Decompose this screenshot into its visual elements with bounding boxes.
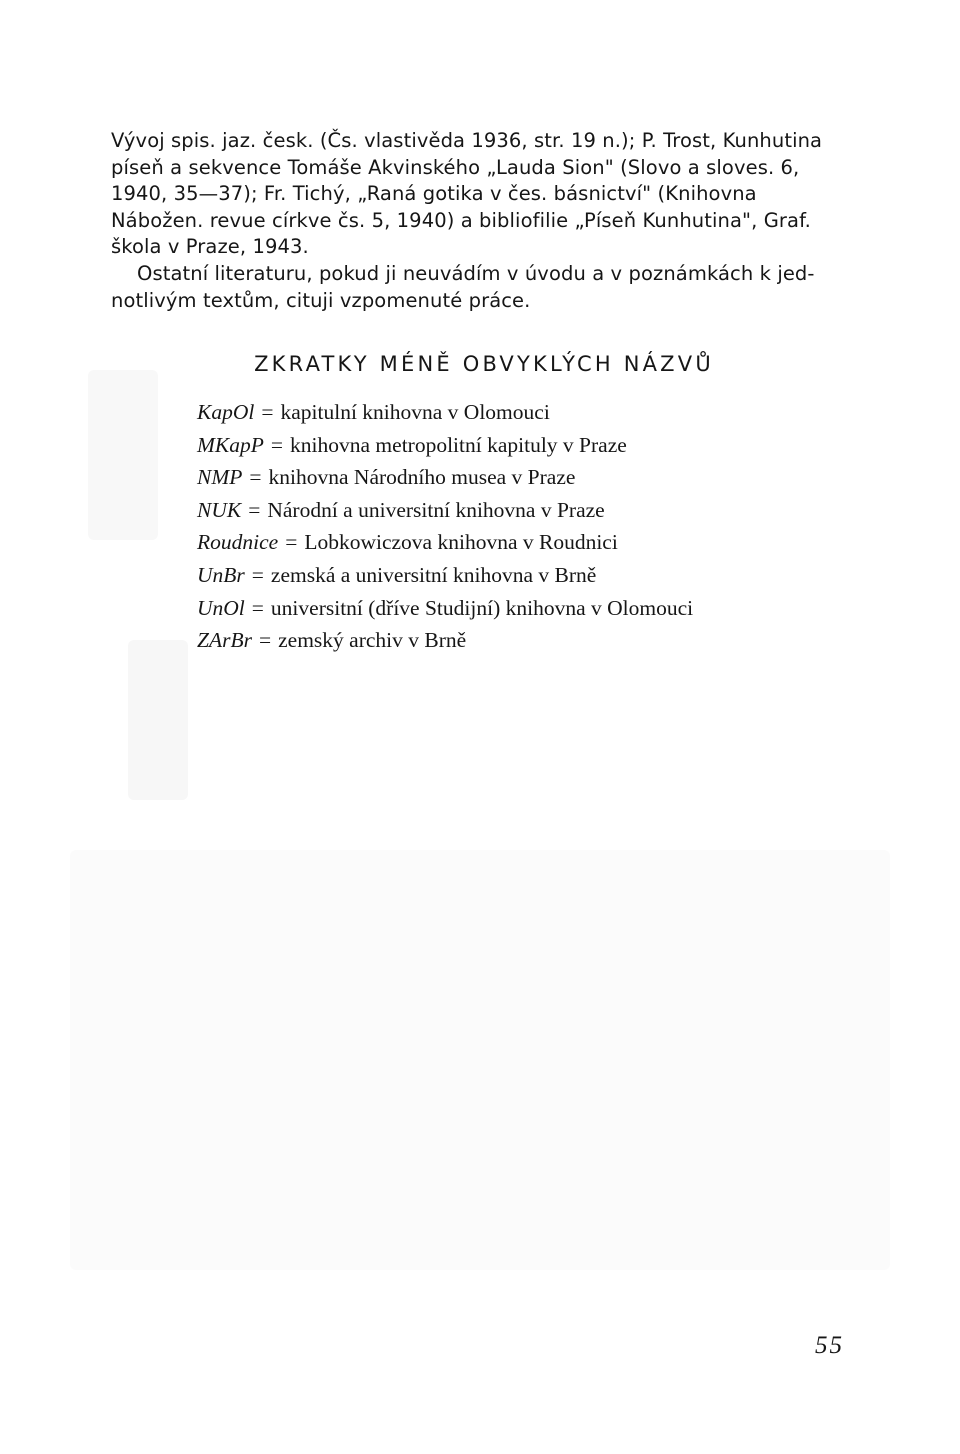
scan-shadow [70, 850, 890, 1270]
bibliography-line: 1940, 35—37); Fr. Tichý, „Raná gotika v čes. básnictví" (Knihovna [111, 182, 757, 206]
equals-sign: = [258, 628, 272, 653]
literature-note-paragraph [111, 261, 846, 314]
abbreviation-key: NUK [197, 497, 242, 522]
abbreviation-value: zemská a universitní knihovna v Brně [270, 562, 597, 587]
abbreviation-key: NMP [197, 465, 243, 490]
equals-sign: = [248, 497, 261, 522]
abbreviation-value: zemský archiv v Brně [278, 628, 467, 653]
abbreviation-value: Lobkowiczova knihovna v Roudnici [304, 530, 618, 555]
abbreviation-row [197, 396, 837, 429]
abbreviation-value: knihovna Národního musea v Praze [268, 465, 576, 490]
abbreviation-row [197, 592, 837, 625]
abbreviation-row [197, 429, 837, 462]
abbreviation-key: MKapP [197, 432, 264, 457]
bibliography-line: škola v Praze, 1943. [111, 235, 309, 259]
abbreviation-key: UnBr [197, 562, 245, 587]
page-number: 55 [815, 1332, 844, 1359]
equals-sign: = [270, 432, 284, 457]
abbreviation-value: kapitulní knihovna v Olomouci [280, 400, 550, 424]
equals-sign: = [285, 530, 298, 555]
abbreviation-value: knihovna metropolitní kapituly v Praze [290, 432, 627, 457]
equals-sign: = [251, 595, 264, 620]
abbreviation-value: universitní (dříve Studijní) knihovna v Olomouci [270, 595, 694, 620]
bibliography-block [111, 128, 846, 314]
abbreviation-key: KapOl [197, 400, 255, 424]
equals-sign: = [251, 562, 264, 587]
abbreviation-list [197, 396, 837, 657]
abbreviation-key: ZArBr [197, 628, 252, 653]
literature-note-line: notlivým textům, cituji vzpomenuté práce. [111, 288, 531, 312]
literature-note-line: Ostatní literaturu, pokud ji neuvádím v úvodu a v poznámkách k jed- [137, 261, 815, 285]
abbreviation-row [197, 526, 837, 559]
abbreviation-row [197, 624, 837, 657]
abbreviation-key: UnOl [197, 595, 245, 620]
bibliography-line: Nábožen. revue církve čs. 5, 1940) a bibliofilie „Píseň Kunhutina", Graf. [111, 208, 811, 232]
abbreviation-row [197, 559, 837, 592]
bibliography-paragraph [111, 128, 846, 261]
abbreviation-row [197, 494, 837, 527]
bibliography-line: Vývoj spis. jaz. česk. (Čs. vlastivěda 1936, str. 19 n.); P. Trost, Kunhutina [111, 129, 823, 152]
abbreviation-row [197, 461, 837, 494]
scan-shadow [88, 370, 158, 540]
scan-shadow [128, 640, 188, 800]
bibliography-line: píseň a sekvence Tomáše Akvinského „Lauda Sion" (Slovo a sloves. 6, [111, 155, 800, 179]
equals-sign: = [249, 465, 262, 490]
equals-sign: = [261, 400, 274, 424]
section-heading: ZKRATKY MÉNĚ OBVYKLÝCH NÁZVŮ [254, 352, 714, 376]
abbreviation-value: Národní a universitní knihovna v Praze [267, 497, 605, 522]
abbreviation-key: Roudnice [197, 530, 279, 555]
